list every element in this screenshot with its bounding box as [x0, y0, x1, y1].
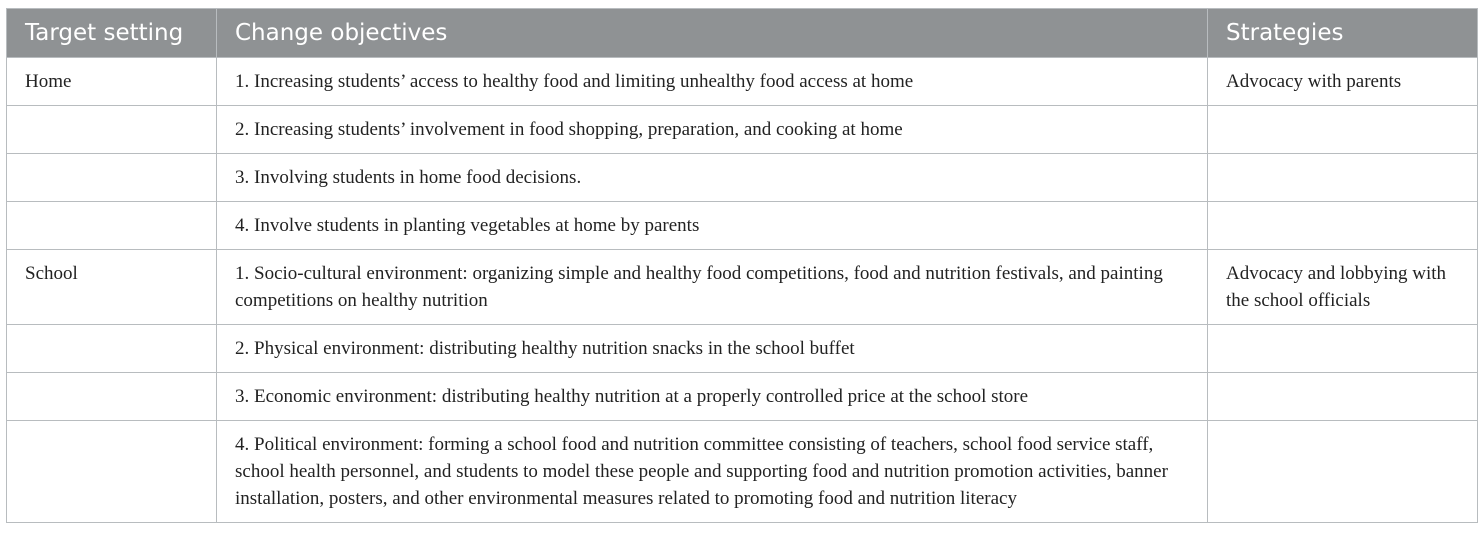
cell-setting — [7, 106, 217, 154]
cell-objective: 1. Socio-cultural environment: organizing simple and healthy food competitions, food and nutrition festivals, and painting competitions on healthy nutrition — [217, 250, 1208, 325]
cell-strategy — [1208, 154, 1478, 202]
cell-setting — [7, 421, 217, 523]
cell-setting: Home — [7, 58, 217, 106]
table-row — [7, 325, 1478, 373]
cell-strategy: Advocacy and lobbying with the school officials — [1208, 250, 1478, 325]
cell-strategy — [1208, 106, 1478, 154]
cell-objective: 4. Involve students in planting vegetables at home by parents — [217, 202, 1208, 250]
table-row — [7, 202, 1478, 250]
table-row — [7, 421, 1478, 523]
cell-objective: 4. Political environment: forming a school food and nutrition committee consisting of teachers, school food service staff, school health personnel, and students to model these people and supporting food and nutrition promotion activities, banner installation, posters, and other environmental measures related to promoting food and nutrition literacy — [217, 421, 1208, 523]
cell-strategy — [1208, 202, 1478, 250]
table-header-row — [7, 9, 1478, 58]
cell-setting: School — [7, 250, 217, 325]
cell-setting — [7, 202, 217, 250]
cell-objective: 3. Involving students in home food decisions. — [217, 154, 1208, 202]
cell-setting — [7, 154, 217, 202]
table-row — [7, 58, 1478, 106]
table-row — [7, 154, 1478, 202]
table-row — [7, 106, 1478, 154]
cell-strategy — [1208, 373, 1478, 421]
header-strategies: Strategies — [1208, 9, 1478, 58]
cell-strategy — [1208, 421, 1478, 523]
cell-setting — [7, 373, 217, 421]
change-objectives-table — [6, 8, 1478, 523]
cell-strategy: Advocacy with parents — [1208, 58, 1478, 106]
table-row — [7, 373, 1478, 421]
header-change-objectives: Change objectives — [217, 9, 1208, 58]
cell-strategy — [1208, 325, 1478, 373]
table-container — [6, 8, 1477, 523]
table-row — [7, 250, 1478, 325]
cell-objective: 3. Economic environment: distributing healthy nutrition at a properly controlled price at the school store — [217, 373, 1208, 421]
cell-objective: 1. Increasing students’ access to healthy food and limiting unhealthy food access at home — [217, 58, 1208, 106]
header-target-setting: Target setting — [7, 9, 217, 58]
cell-setting — [7, 325, 217, 373]
cell-objective: 2. Physical environment: distributing healthy nutrition snacks in the school buffet — [217, 325, 1208, 373]
cell-objective: 2. Increasing students’ involvement in food shopping, preparation, and cooking at home — [217, 106, 1208, 154]
